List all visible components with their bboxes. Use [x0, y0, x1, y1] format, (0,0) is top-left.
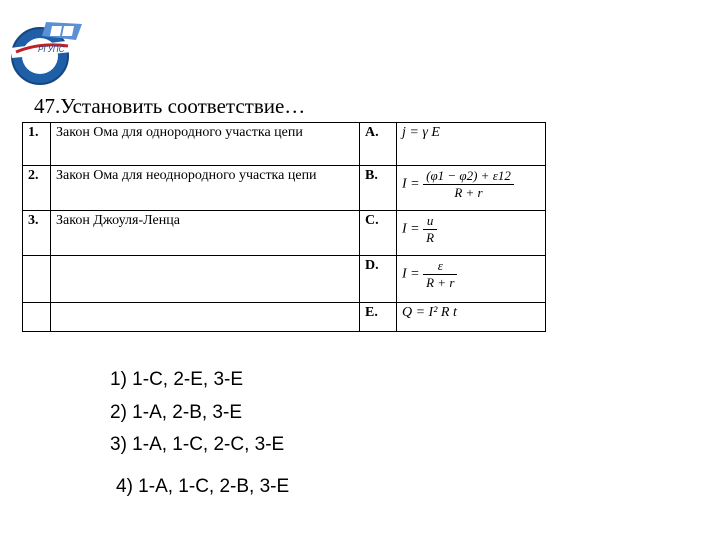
table-row [23, 166, 546, 211]
matching-table [22, 122, 546, 332]
question-title: 47.Установить соответствие… [34, 94, 306, 118]
formula [397, 166, 546, 211]
row-number [23, 256, 51, 303]
formula-letter: D. [360, 256, 397, 303]
formula: j = γ E [397, 123, 546, 166]
answer-option-1[interactable]: 1) 1-C, 2-E, 3-E [110, 369, 244, 390]
formula-letter: B. [360, 166, 397, 211]
row-number: 1. [23, 123, 51, 166]
table-row [23, 123, 546, 166]
formula-letter: E. [360, 303, 397, 332]
row-number: 3. [23, 211, 51, 256]
fraction-numerator: ε [423, 258, 457, 275]
formula-prefix: I = [402, 176, 420, 192]
fraction-numerator: u [423, 213, 437, 230]
law-description [51, 256, 360, 303]
formula: Q = I² R t [397, 303, 546, 332]
fraction-numerator: (φ1 − φ2) + ε12 [423, 168, 514, 185]
row-number [23, 303, 51, 332]
answer-option-4[interactable]: 4) 1-A, 1-C, 2-B, 3-E [116, 476, 290, 497]
logo-text: РГУПС [38, 45, 65, 54]
law-description [51, 303, 360, 332]
university-logo [2, 18, 82, 88]
fraction-denominator: R [426, 230, 435, 245]
formula-letter: C. [360, 211, 397, 256]
law-description: Закон Ома для неоднородного участка цепи [51, 166, 360, 211]
answer-option-3[interactable]: 3) 1-A, 1-C, 2-C, 3-E [110, 434, 285, 455]
formula-prefix: I = [402, 221, 420, 237]
formula [397, 211, 546, 256]
formula [397, 256, 546, 303]
fraction-denominator: R + r [426, 275, 455, 290]
table-row [23, 211, 546, 256]
answer-option-2[interactable]: 2) 1-A, 2-B, 3-E [110, 402, 242, 423]
fraction [423, 213, 437, 246]
law-description: Закон Джоуля-Ленца [51, 211, 360, 256]
table-row [23, 256, 546, 303]
fraction [423, 258, 457, 291]
row-number: 2. [23, 166, 51, 211]
fraction-denominator: R + r [454, 185, 483, 200]
formula-prefix: I = [402, 266, 420, 282]
law-description: Закон Ома для однородного участка цепи [51, 123, 360, 166]
fraction [423, 168, 514, 201]
formula-letter: A. [360, 123, 397, 166]
table-row [23, 303, 546, 332]
